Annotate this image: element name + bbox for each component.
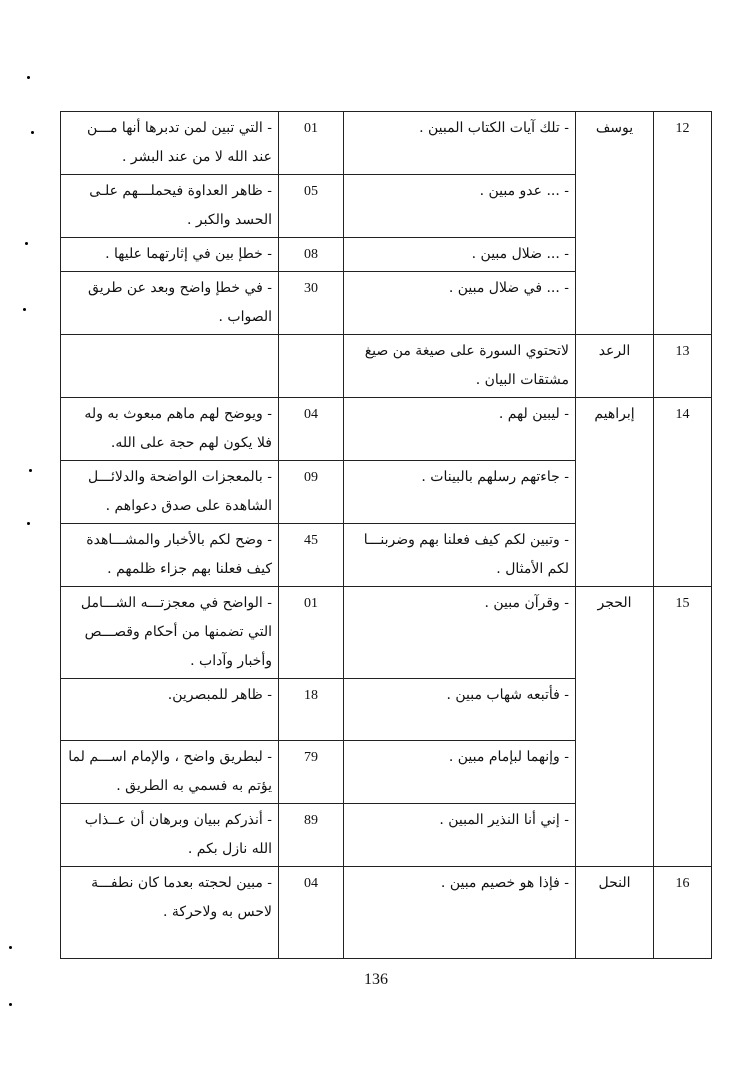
scan-speck: [25, 242, 28, 245]
verse-number: 30: [279, 272, 344, 335]
surah-number: 12: [654, 112, 712, 335]
table-row: [61, 112, 712, 175]
surah-table: [60, 111, 712, 959]
verse-explanation: - ويوضح لهم ماهم مبعوث به وله فلا يكون لهم حجة على الله.: [61, 398, 279, 461]
surah-name: يوسف: [576, 112, 654, 335]
verse-number: 01: [279, 112, 344, 175]
verse-text: - وتبين لكم كيف فعلنا بهم وضربنـــا لكم الأمثال .: [344, 524, 576, 587]
verse-explanation: - ظاهر للمبصرين.: [61, 679, 279, 741]
scan-speck: [31, 131, 34, 134]
table-row: [61, 867, 712, 959]
verse-number: 79: [279, 741, 344, 804]
verse-explanation: [61, 335, 279, 398]
verse-number: 01: [279, 587, 344, 679]
verse-number: 18: [279, 679, 344, 741]
verse-explanation: - مبين لحجته بعدما كان نطفـــة لاحس به ولاحركة .: [61, 867, 279, 959]
verse-text: - جاءتهم رسلهم بالبينات .: [344, 461, 576, 524]
verse-text: لاتحتوي السورة على صيغة من صيغ مشتقات البيان .: [344, 335, 576, 398]
verse-text: - وإنهما لبإمام مبين .: [344, 741, 576, 804]
verse-explanation: - لبطريق واضح ، والإمام اســـم لما يؤتم به فسمي به الطريق .: [61, 741, 279, 804]
verse-number: 04: [279, 398, 344, 461]
verse-number: [279, 335, 344, 398]
verse-number: 09: [279, 461, 344, 524]
verse-text: - ... في ضلال مبين .: [344, 272, 576, 335]
verse-text: - تلك آيات الكتاب المبين .: [344, 112, 576, 175]
scan-speck: [27, 76, 30, 79]
surah-number: 13: [654, 335, 712, 398]
table-row: [61, 335, 712, 398]
verse-text: - فإذا هو خصيم مبين .: [344, 867, 576, 959]
verse-text: - وقرآن مبين .: [344, 587, 576, 679]
verse-text: - ... عدو مبين .: [344, 175, 576, 238]
surah-name: النحل: [576, 867, 654, 959]
verse-explanation: - خطإ بين في إثارتهما عليها .: [61, 238, 279, 272]
verse-explanation: - الواضح في معجزتـــه الشـــامل التي تضمنها من أحكام وقصـــص وأخبار وآداب .: [61, 587, 279, 679]
verse-text: - ليبين لهم .: [344, 398, 576, 461]
surah-name: إبراهيم: [576, 398, 654, 587]
verse-number: 08: [279, 238, 344, 272]
surah-number: 15: [654, 587, 712, 867]
page-number: 136: [364, 971, 388, 988]
verse-text: - إني أنا النذير المبين .: [344, 804, 576, 867]
verse-explanation: - أنذركم ببيان وبرهان أن عــذاب الله نازل بكم .: [61, 804, 279, 867]
table-row: [61, 587, 712, 679]
surah-number: 16: [654, 867, 712, 959]
table-row: [61, 398, 712, 461]
scan-speck: [23, 308, 26, 311]
verse-number: 04: [279, 867, 344, 959]
verse-text: - فأتبعه شهاب مبين .: [344, 679, 576, 741]
verse-explanation: - في خطإ واضح وبعد عن طريق الصواب .: [61, 272, 279, 335]
verse-number: 05: [279, 175, 344, 238]
verse-number: 45: [279, 524, 344, 587]
verse-number: 89: [279, 804, 344, 867]
surah-name: الرعد: [576, 335, 654, 398]
scan-speck: [9, 946, 12, 949]
surah-name: الحجر: [576, 587, 654, 867]
verse-explanation: - بالمعجزات الواضحة والدلائـــل الشاهدة على صدق دعواهم .: [61, 461, 279, 524]
surah-number: 14: [654, 398, 712, 587]
scan-speck: [29, 469, 32, 472]
scan-speck: [27, 522, 30, 525]
verse-text: - ... ضلال مبين .: [344, 238, 576, 272]
verse-explanation: - التي تبين لمن تدبرها أنها مـــن عند الله لا من عند البشر .: [61, 112, 279, 175]
scan-speck: [9, 1003, 12, 1006]
verse-explanation: - وضح لكم بالأخبار والمشـــاهدة كيف فعلنا بهم جزاء ظلمهم .: [61, 524, 279, 587]
verse-explanation: - ظاهر العداوة فيحملـــهم علـى الحسد والكبر .: [61, 175, 279, 238]
